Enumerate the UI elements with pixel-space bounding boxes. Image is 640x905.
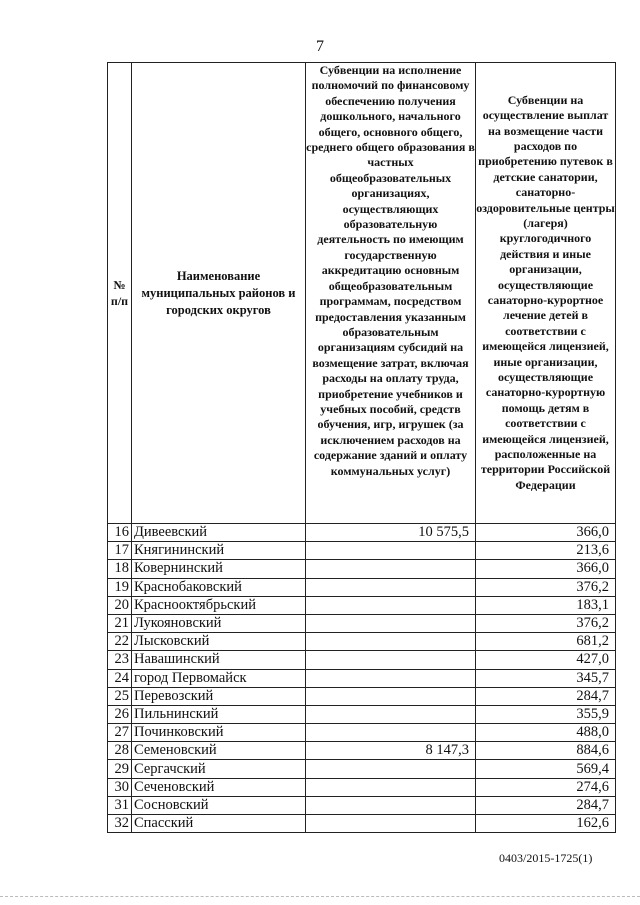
- subvention-education-value: [306, 815, 476, 833]
- district-name: Сеченовский: [132, 778, 306, 796]
- subvention-education-value: [306, 578, 476, 596]
- table-row: [108, 633, 616, 651]
- table-row: [108, 778, 616, 796]
- subvention-education-value: [306, 760, 476, 778]
- subventions-table: [107, 62, 616, 833]
- row-number: 21: [108, 614, 132, 632]
- subvention-education-value: [306, 542, 476, 560]
- row-number: 23: [108, 651, 132, 669]
- row-number: 25: [108, 687, 132, 705]
- subvention-education-value: [306, 724, 476, 742]
- table-row: [108, 614, 616, 632]
- subvention-sanatorium-value: 355,9: [476, 705, 616, 723]
- subvention-sanatorium-value: 274,6: [476, 778, 616, 796]
- district-name: Пильнинский: [132, 705, 306, 723]
- header-number: № п/п: [108, 63, 132, 524]
- district-name: Княгининский: [132, 542, 306, 560]
- table-row: [108, 560, 616, 578]
- table-body: [108, 524, 616, 833]
- table-row: [108, 651, 616, 669]
- district-name: Ковернинский: [132, 560, 306, 578]
- subvention-sanatorium-value: 366,0: [476, 524, 616, 542]
- table-row: [108, 687, 616, 705]
- table-row: [108, 742, 616, 760]
- district-name: Перевозский: [132, 687, 306, 705]
- table-row: [108, 796, 616, 814]
- subvention-sanatorium-value: 345,7: [476, 669, 616, 687]
- document-code: 0403/2015-1725(1): [499, 851, 593, 865]
- table-row: [108, 669, 616, 687]
- row-number: 18: [108, 560, 132, 578]
- scan-edge: [0, 896, 640, 898]
- row-number: 24: [108, 669, 132, 687]
- subvention-sanatorium-value: 488,0: [476, 724, 616, 742]
- subvention-sanatorium-value: 183,1: [476, 596, 616, 614]
- subvention-education-value: [306, 614, 476, 632]
- row-number: 27: [108, 724, 132, 742]
- district-name: Лысковский: [132, 633, 306, 651]
- subvention-sanatorium-value: 213,6: [476, 542, 616, 560]
- table-row: [108, 578, 616, 596]
- subvention-education-value: [306, 560, 476, 578]
- table-row: [108, 596, 616, 614]
- table-row: [108, 542, 616, 560]
- subvention-education-value: [306, 705, 476, 723]
- table-row: [108, 815, 616, 833]
- subvention-education-value: [306, 687, 476, 705]
- header-name: Наименование муниципальных районов и городских округов: [132, 63, 306, 524]
- district-name: Сосновский: [132, 796, 306, 814]
- subvention-sanatorium-value: 681,2: [476, 633, 616, 651]
- row-number: 30: [108, 778, 132, 796]
- table-row: [108, 724, 616, 742]
- subvention-education-value: [306, 633, 476, 651]
- subvention-education-value: [306, 778, 476, 796]
- page-number: 7: [316, 38, 324, 55]
- subvention-education-value: 10 575,5: [306, 524, 476, 542]
- subvention-sanatorium-value: 427,0: [476, 651, 616, 669]
- subvention-sanatorium-value: 366,0: [476, 560, 616, 578]
- subvention-sanatorium-value: 376,2: [476, 614, 616, 632]
- district-name: Лукояновский: [132, 614, 306, 632]
- row-number: 20: [108, 596, 132, 614]
- district-name: Дивеевский: [132, 524, 306, 542]
- row-number: 22: [108, 633, 132, 651]
- table-header-row: [108, 63, 616, 524]
- row-number: 19: [108, 578, 132, 596]
- district-name: Починковский: [132, 724, 306, 742]
- subvention-sanatorium-value: 376,2: [476, 578, 616, 596]
- district-name: Сергачский: [132, 760, 306, 778]
- district-name: город Первомайск: [132, 669, 306, 687]
- row-number: 31: [108, 796, 132, 814]
- subvention-sanatorium-value: 162,6: [476, 815, 616, 833]
- district-name: Краснооктябрьский: [132, 596, 306, 614]
- district-name: Семеновский: [132, 742, 306, 760]
- subvention-sanatorium-value: 284,7: [476, 796, 616, 814]
- row-number: 26: [108, 705, 132, 723]
- district-name: Краснобаковский: [132, 578, 306, 596]
- row-number: 16: [108, 524, 132, 542]
- table-row: [108, 705, 616, 723]
- subvention-education-value: [306, 796, 476, 814]
- subvention-sanatorium-value: 284,7: [476, 687, 616, 705]
- subvention-education-value: [306, 669, 476, 687]
- header-subvention-education: Субвенции на исполнение полномочий по финансовому обеспечению получения дошкольного, начального общего, основного общего, среднего общего образования в частных общеобразовательных организациях, осуществляющих образовательную деятельность по имеющим государственную аккредитацию основным общеобразовательным программам, посредством предоставления указанным образовательным организациям субсидий на возмещение затрат, включая расходы на оплату труда, приобретение учебников и учебных пособий, средств обучения, игр, игрушек (за исключением расходов на содержание зданий и оплату коммунальных услуг): [306, 63, 476, 524]
- subvention-education-value: [306, 651, 476, 669]
- subvention-sanatorium-value: 884,6: [476, 742, 616, 760]
- subvention-sanatorium-value: 569,4: [476, 760, 616, 778]
- row-number: 32: [108, 815, 132, 833]
- row-number: 17: [108, 542, 132, 560]
- subvention-education-value: 8 147,3: [306, 742, 476, 760]
- row-number: 28: [108, 742, 132, 760]
- district-name: Спасский: [132, 815, 306, 833]
- district-name: Навашинский: [132, 651, 306, 669]
- table-row: [108, 524, 616, 542]
- row-number: 29: [108, 760, 132, 778]
- header-subvention-sanatorium: Субвенции на осуществление выплат на возмещение части расходов по приобретению путевок в детские санатории, санаторно-оздоровительные центры (лагеря) круглогодичного действия и иные организации, осуществляющие санаторно-курортное лечение детей в соответствии с имеющейся лицензией, иные организации, осуществляющие санаторно-курортную помощь детям в соответствии с имеющейся лицензией, расположенные на территории Российской Федерации: [476, 63, 616, 524]
- subvention-education-value: [306, 596, 476, 614]
- table-row: [108, 760, 616, 778]
